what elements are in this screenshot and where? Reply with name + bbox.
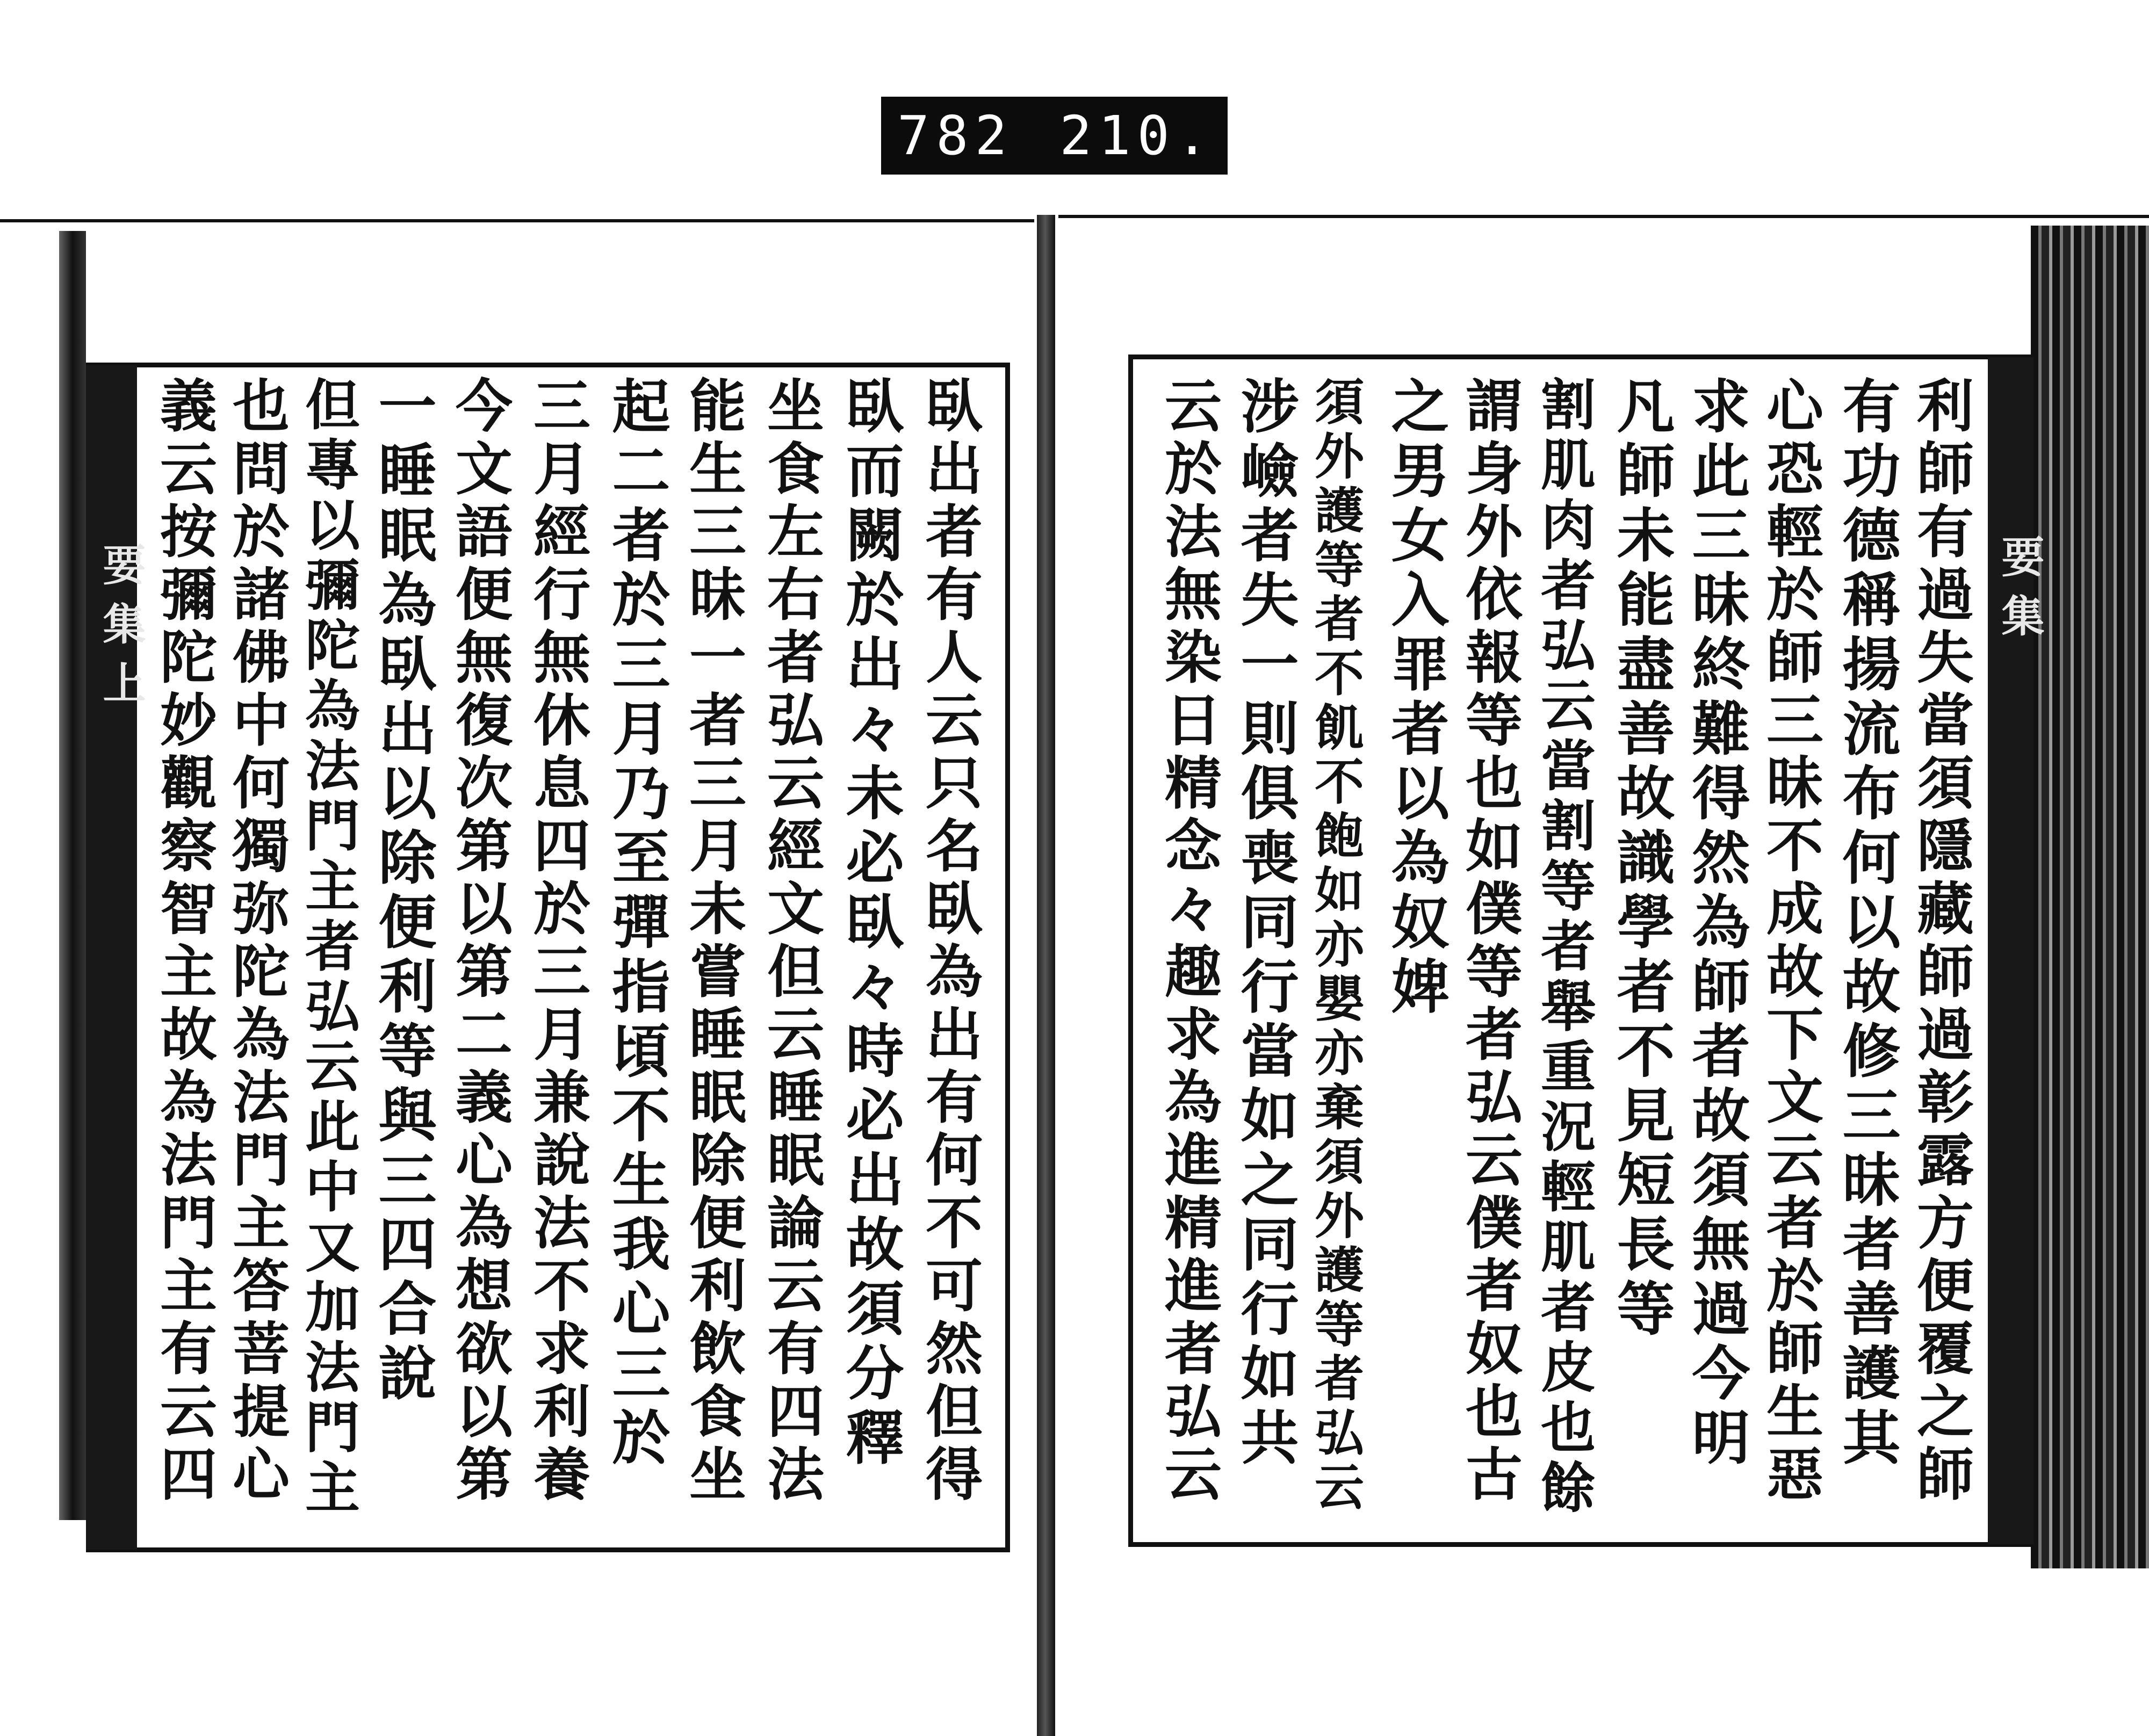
left-gutter-text: 要集上 [96, 542, 146, 720]
right-page-column: 之男女入罪者以為奴婢 [1381, 376, 1449, 1021]
left-page-gutter [86, 365, 146, 1550]
left-fore-edge [59, 231, 86, 1520]
left-page-column: 起二者於三月乃至彈指頃不生我心三於 [602, 376, 670, 1472]
right-gutter-text: 要集 [1994, 534, 2045, 653]
right-fore-edge [2031, 226, 2149, 1568]
left-page-column: 但專以彌陀為法門主者弘云此中又加法門主 [296, 376, 360, 1519]
catalogue-label-right: 210. [1059, 104, 1215, 167]
right-page-column: 有功德稱揚流布何以故修三昧者善護其 [1833, 376, 1900, 1472]
left-page-column: 能生三昧一者三月未嘗睡眠除便利飲食坐 [680, 376, 747, 1507]
top-edge-right [1058, 215, 2149, 218]
left-page-column: 也問於諸佛中何獨弥陀為法門主答菩提心 [223, 376, 291, 1507]
right-page-column: 利師有過失當須隱藏師過彰露方便覆之師 [1908, 376, 1975, 1507]
left-page-column: 坐食左右者弘云經文但云睡眠論云有四法 [758, 376, 825, 1507]
right-page-gutter [1988, 357, 2045, 1544]
right-page-column: 心恐輕於師三昧不成故下文云者於師生惡 [1757, 376, 1825, 1507]
left-page-column: 三月經行無休息四於三月兼說法不求利養 [524, 376, 592, 1507]
left-page-column: 義云按彌陀妙觀察智主故為法門主有云四 [151, 376, 218, 1507]
right-page-column: 涉嶮者失一則俱喪同行當如之同行如共 [1231, 376, 1299, 1472]
right-page-column: 謂身外依報等也如僕等者弘云僕者奴也古 [1456, 376, 1524, 1507]
right-page-column: 云於法無染日精念々趣求為進精進者弘云 [1156, 376, 1223, 1507]
top-edge-left [0, 219, 1034, 222]
catalogue-label-left: 782 [897, 104, 1014, 167]
catalogue-label [881, 97, 1228, 175]
left-page-column: 今文語便無復次第以第二義心為想欲以第 [446, 376, 514, 1507]
right-page-column: 求此三昧終難得然為師者故須無過今明 [1682, 376, 1750, 1472]
right-page-column: 凡師未能盡善故識學者不見短長等 [1607, 376, 1675, 1343]
left-page-column: 臥而闕於出々未必臥々時必出故須分釋 [836, 376, 904, 1472]
right-page-column: 須外護等者不飢不飽如亦嬰亦棄須外護等者弘云 [1307, 376, 1365, 1515]
book-spine [1037, 215, 1055, 1736]
left-page-column: 臥出者有人云只名臥為出有何不可然但得 [917, 376, 984, 1507]
right-page-column: 割肌肉者弘云當割等者舉重況輕肌者皮也餘 [1532, 376, 1596, 1519]
left-page-column: 一睡眠為臥出以除便利等與三四合說 [369, 376, 436, 1407]
